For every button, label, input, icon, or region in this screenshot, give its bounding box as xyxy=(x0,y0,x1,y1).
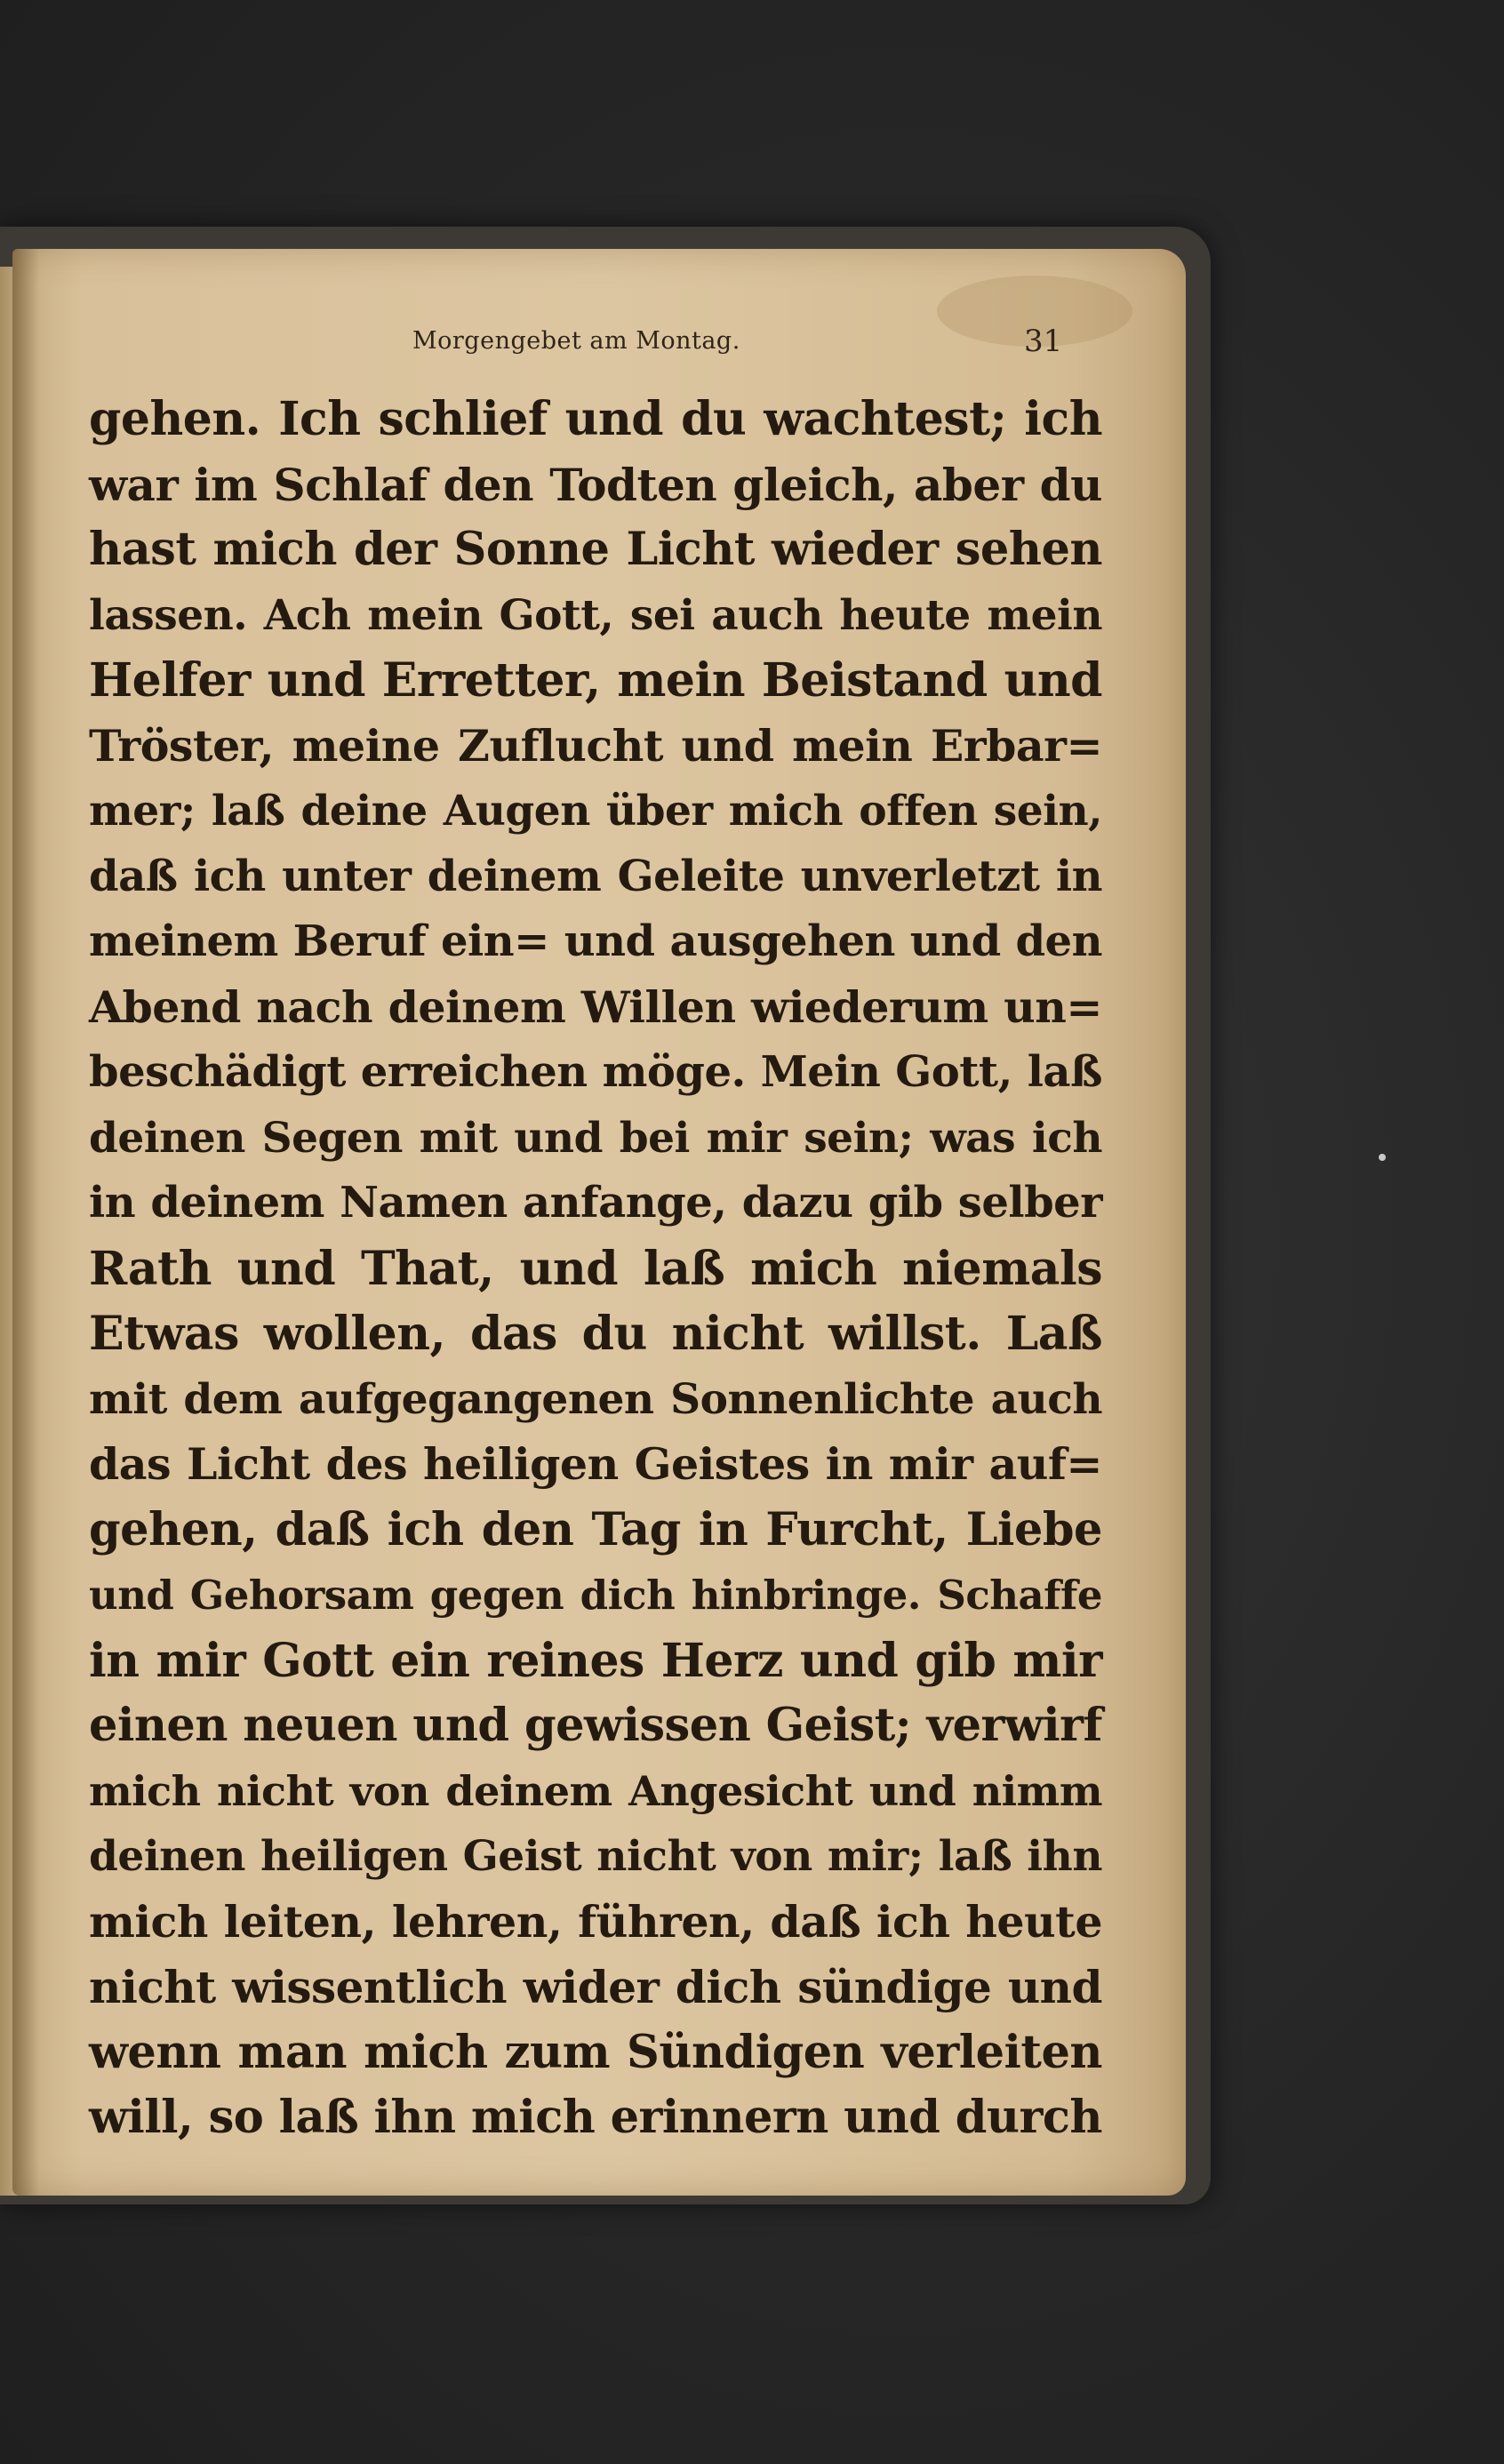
body-text xyxy=(89,387,1102,2151)
text-line: Abend nach deinem Willen wiederum un= xyxy=(89,980,1102,1033)
text-line: das Licht des heiligen Geistes in mir auf= xyxy=(89,1438,1102,1490)
text-line: in mir Gott ein reines Herz und gib mir xyxy=(89,1633,1102,1688)
dust-speck xyxy=(1379,1154,1386,1161)
text-line: mich nicht von deinem Angesicht und nimm xyxy=(89,1766,1102,1815)
page-number: 31 xyxy=(1024,324,1063,359)
text-line: Tröster, meine Zuflucht und mein Erbar= xyxy=(89,719,1102,772)
book-page xyxy=(12,249,1186,2196)
text-line: mich leiten, lehren, führen, daß ich heute xyxy=(89,1895,1102,1948)
text-line: gehen, daß ich den Tag in Furcht, Liebe xyxy=(89,1502,1102,1556)
text-line: mer; laß deine Augen über mich offen sein, xyxy=(89,787,1102,836)
text-line: meinem Beruf ein= und ausgehen und den xyxy=(89,916,1102,966)
text-line: wenn man mich zum Sündigen verleiten xyxy=(89,2025,1102,2079)
spine-shadow xyxy=(12,249,39,2196)
text-line: gehen. Ich schlief und du wachtest; ich xyxy=(89,392,1102,446)
text-line: und Gehorsam gegen dich hinbringe. Schaffe xyxy=(89,1572,1102,1619)
text-line: in deinem Namen anfange, dazu gib selber xyxy=(89,1178,1102,1228)
text-line: daß ich unter deinem Geleite unverletzt in xyxy=(89,851,1102,901)
text-line: hast mich der Sonne Licht wieder sehen xyxy=(89,523,1102,576)
text-line: beschädigt erreichen möge. Mein Gott, laß xyxy=(89,1047,1102,1097)
text-line: nicht wissentlich wider dich sündige und xyxy=(89,1961,1102,2013)
text-line: mit dem aufgegangenen Sonnenlichte auch xyxy=(89,1374,1102,1424)
text-line: will, so laß ihn mich erinnern und durch xyxy=(89,2091,1102,2144)
running-title: Morgengebet am Montag. xyxy=(412,327,740,355)
running-head xyxy=(12,324,1186,372)
text-line: deinen heiligen Geist nicht von mir; laß ihn xyxy=(89,1832,1102,1881)
text-line: Helfer und Erretter, mein Beistand und xyxy=(89,653,1102,708)
text-line: deinen Segen mit und bei mir sein; was ich xyxy=(89,1113,1102,1163)
text-line: war im Schlaf den Todten gleich, aber du xyxy=(89,458,1102,511)
text-line: Rath und That, und laß mich niemals xyxy=(89,1241,1102,1296)
text-line: Etwas wollen, das du nicht willst. Laß xyxy=(89,1307,1102,1361)
text-line: lassen. Ach mein Gott, sei auch heute mein xyxy=(89,590,1102,640)
text-line: einen neuen und gewissen Geist; verwirf xyxy=(89,1699,1102,1752)
